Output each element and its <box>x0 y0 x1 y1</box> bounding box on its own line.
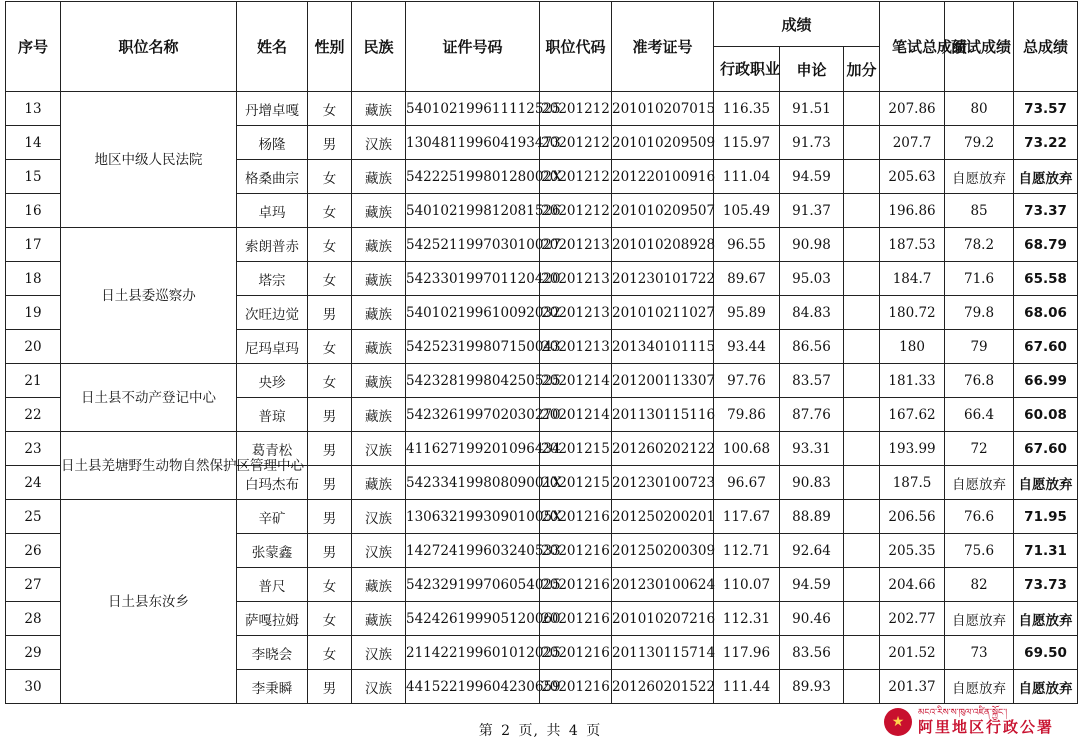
cell-bonus <box>844 432 880 466</box>
cell-admission-no: 201230100624 <box>612 568 714 602</box>
cell-ethnicity: 藏族 <box>352 194 406 228</box>
cell-id-number: 54222519980128002X <box>406 160 540 194</box>
header-ethnicity: 民族 <box>352 2 406 92</box>
cell-gender: 男 <box>308 500 352 534</box>
cell-written-total: 202.77 <box>880 602 945 636</box>
cell-gender: 女 <box>308 228 352 262</box>
cell-name: 普琼 <box>237 398 308 432</box>
cell-essay: 88.89 <box>780 500 844 534</box>
header-row-top <box>6 2 1078 47</box>
cell-admin-aptitude: 96.55 <box>714 228 780 262</box>
cell-bonus <box>844 670 880 704</box>
cell-final-total: 69.50 <box>1014 636 1078 670</box>
cell-seq: 22 <box>6 398 61 432</box>
cell-id-number: 540102199812081526 <box>406 194 540 228</box>
cell-interview: 80 <box>945 92 1014 126</box>
cell-interview: 76.6 <box>945 500 1014 534</box>
footer-page-unit: 页, <box>518 723 539 739</box>
cell-interview: 自愿放弃 <box>945 160 1014 194</box>
cell-seq: 28 <box>6 602 61 636</box>
cell-id-number: 542326199702030270 <box>406 398 540 432</box>
cell-admission-no: 201010207015 <box>612 92 714 126</box>
cell-ethnicity: 藏族 <box>352 364 406 398</box>
cell-name: 杨隆 <box>237 126 308 160</box>
cell-bonus <box>844 398 880 432</box>
cell-interview: 自愿放弃 <box>945 602 1014 636</box>
cell-admin-aptitude: 117.67 <box>714 500 780 534</box>
cell-id-number: 540102199610092032 <box>406 296 540 330</box>
cell-admission-no: 201200113307 <box>612 364 714 398</box>
cell-bonus <box>844 92 880 126</box>
cell-position-code: 20201214 <box>540 364 612 398</box>
cell-written-total: 187.53 <box>880 228 945 262</box>
cell-bonus <box>844 602 880 636</box>
cell-admin-aptitude: 111.04 <box>714 160 780 194</box>
cell-seq: 14 <box>6 126 61 160</box>
cell-final-total: 自愿放弃 <box>1014 160 1078 194</box>
cell-ethnicity: 汉族 <box>352 534 406 568</box>
cell-admin-aptitude: 89.67 <box>714 262 780 296</box>
cell-gender: 女 <box>308 364 352 398</box>
cell-position-code: 20201213 <box>540 330 612 364</box>
cell-id-number: 540102199611112525 <box>406 92 540 126</box>
cell-ethnicity: 汉族 <box>352 636 406 670</box>
footer-total-prefix: 共 <box>546 723 562 739</box>
cell-gender: 女 <box>308 602 352 636</box>
cell-ethnicity: 藏族 <box>352 296 406 330</box>
cell-essay: 86.56 <box>780 330 844 364</box>
cell-seq: 17 <box>6 228 61 262</box>
footer-page-number: 2 <box>501 723 512 739</box>
header-written-total: 笔试总成绩 <box>880 2 945 92</box>
header-bonus: 加分 <box>844 47 880 92</box>
cell-bonus <box>844 126 880 160</box>
cell-name: 普尺 <box>237 568 308 602</box>
cell-name: 次旺边觉 <box>237 296 308 330</box>
cell-seq: 18 <box>6 262 61 296</box>
cell-written-total: 205.35 <box>880 534 945 568</box>
cell-final-total: 68.06 <box>1014 296 1078 330</box>
footer-total-unit: 页 <box>586 723 602 739</box>
header-admission-no: 准考证号 <box>612 2 714 92</box>
cell-position-code: 20201212 <box>540 160 612 194</box>
cell-admin-aptitude: 111.44 <box>714 670 780 704</box>
cell-bonus <box>844 500 880 534</box>
cell-admission-no: 201130115714 <box>612 636 714 670</box>
cell-final-total: 67.60 <box>1014 432 1078 466</box>
cell-bonus <box>844 466 880 500</box>
header-essay: 申论 <box>780 47 844 92</box>
cell-position-code: 20201216 <box>540 534 612 568</box>
cell-final-total: 73.73 <box>1014 568 1078 602</box>
cell-final-total: 73.37 <box>1014 194 1078 228</box>
cell-position-code: 20201215 <box>540 432 612 466</box>
table-row <box>6 432 1078 466</box>
cell-final-total: 自愿放弃 <box>1014 466 1078 500</box>
cell-admin-aptitude: 95.89 <box>714 296 780 330</box>
cell-final-total: 自愿放弃 <box>1014 670 1078 704</box>
cell-essay: 94.59 <box>780 568 844 602</box>
cell-admission-no: 201260201522 <box>612 670 714 704</box>
cell-position-name: 日土县不动产登记中心 <box>61 364 237 432</box>
cell-essay: 89.93 <box>780 670 844 704</box>
cell-position-name: 地区中级人民法院 <box>61 92 237 228</box>
score-table-body <box>6 92 1078 704</box>
cell-name: 尼玛卓玛 <box>237 330 308 364</box>
cell-seq: 13 <box>6 92 61 126</box>
cell-ethnicity: 藏族 <box>352 92 406 126</box>
cell-essay: 87.76 <box>780 398 844 432</box>
cell-position-code: 20201216 <box>540 602 612 636</box>
cell-essay: 91.51 <box>780 92 844 126</box>
cell-ethnicity: 藏族 <box>352 398 406 432</box>
cell-admission-no: 201340101115 <box>612 330 714 364</box>
cell-seq: 24 <box>6 466 61 500</box>
cell-ethnicity: 藏族 <box>352 568 406 602</box>
table-row <box>6 228 1078 262</box>
cell-id-number: 142724199603240533 <box>406 534 540 568</box>
cell-interview: 85 <box>945 194 1014 228</box>
cell-essay: 95.03 <box>780 262 844 296</box>
cell-admission-no: 201260202122 <box>612 432 714 466</box>
cell-interview: 79.8 <box>945 296 1014 330</box>
cell-admin-aptitude: 115.97 <box>714 126 780 160</box>
cell-final-total: 65.58 <box>1014 262 1078 296</box>
cell-name: 索朗普赤 <box>237 228 308 262</box>
cell-name: 央珍 <box>237 364 308 398</box>
cell-essay: 90.46 <box>780 602 844 636</box>
cell-interview: 自愿放弃 <box>945 466 1014 500</box>
cell-final-total: 67.60 <box>1014 330 1078 364</box>
cell-name: 白玛杰布 <box>237 466 308 500</box>
header-admin-aptitude: 行政职业 <box>714 47 780 92</box>
cell-written-total: 204.66 <box>880 568 945 602</box>
cell-final-total: 71.31 <box>1014 534 1078 568</box>
cell-written-total: 205.63 <box>880 160 945 194</box>
footer-prefix: 第 <box>478 723 494 739</box>
cell-id-number: 542330199701120420 <box>406 262 540 296</box>
cell-written-total: 193.99 <box>880 432 945 466</box>
cell-interview: 75.6 <box>945 534 1014 568</box>
cell-gender: 女 <box>308 330 352 364</box>
cell-written-total: 180 <box>880 330 945 364</box>
cell-essay: 84.83 <box>780 296 844 330</box>
header-scores: 成绩 <box>714 2 880 47</box>
cell-admission-no: 201010209509 <box>612 126 714 160</box>
cell-written-total: 196.86 <box>880 194 945 228</box>
cell-position-code: 20201214 <box>540 398 612 432</box>
cell-written-total: 207.86 <box>880 92 945 126</box>
cell-final-total: 68.79 <box>1014 228 1078 262</box>
cell-essay: 92.64 <box>780 534 844 568</box>
cell-ethnicity: 藏族 <box>352 602 406 636</box>
cell-ethnicity: 汉族 <box>352 126 406 160</box>
cell-essay: 93.31 <box>780 432 844 466</box>
cell-id-number: 542426199905120060 <box>406 602 540 636</box>
cell-final-total: 73.57 <box>1014 92 1078 126</box>
cell-interview: 自愿放弃 <box>945 670 1014 704</box>
cell-admin-aptitude: 116.35 <box>714 92 780 126</box>
cell-seq: 23 <box>6 432 61 466</box>
cell-written-total: 187.5 <box>880 466 945 500</box>
cell-gender: 男 <box>308 670 352 704</box>
cell-bonus <box>844 228 880 262</box>
cell-bonus <box>844 568 880 602</box>
cell-id-number: 211422199601012025 <box>406 636 540 670</box>
cell-admission-no: 201250200201 <box>612 500 714 534</box>
cell-id-number: 441522199604230659 <box>406 670 540 704</box>
cell-ethnicity: 藏族 <box>352 228 406 262</box>
cell-position-code: 20201216 <box>540 568 612 602</box>
cell-essay: 90.83 <box>780 466 844 500</box>
cell-position-code: 20201216 <box>540 500 612 534</box>
cell-position-code: 20201213 <box>540 262 612 296</box>
cell-interview: 73 <box>945 636 1014 670</box>
cell-ethnicity: 藏族 <box>352 330 406 364</box>
cell-gender: 男 <box>308 534 352 568</box>
cell-final-total: 66.99 <box>1014 364 1078 398</box>
cell-position-name: 日土县羌塘野生动物自然保护区管理中心 <box>61 432 237 500</box>
cell-seq: 16 <box>6 194 61 228</box>
cell-admission-no: 201010211027 <box>612 296 714 330</box>
cell-admission-no: 201010207216 <box>612 602 714 636</box>
cell-gender: 女 <box>308 92 352 126</box>
cell-interview: 79.2 <box>945 126 1014 160</box>
cell-position-code: 20201216 <box>540 636 612 670</box>
cell-admission-no: 201230100723 <box>612 466 714 500</box>
cell-gender: 男 <box>308 126 352 160</box>
cell-written-total: 201.37 <box>880 670 945 704</box>
cell-name: 丹增卓嘎 <box>237 92 308 126</box>
cell-gender: 女 <box>308 194 352 228</box>
cell-ethnicity: 汉族 <box>352 670 406 704</box>
cell-interview: 76.8 <box>945 364 1014 398</box>
cell-interview: 79 <box>945 330 1014 364</box>
cell-interview: 66.4 <box>945 398 1014 432</box>
cell-admin-aptitude: 97.76 <box>714 364 780 398</box>
cell-interview: 72 <box>945 432 1014 466</box>
header-position-code: 职位代码 <box>540 2 612 92</box>
cell-position-code: 20201213 <box>540 296 612 330</box>
cell-gender: 男 <box>308 296 352 330</box>
cell-admin-aptitude: 112.71 <box>714 534 780 568</box>
cell-seq: 26 <box>6 534 61 568</box>
cell-final-total: 71.95 <box>1014 500 1078 534</box>
cell-admin-aptitude: 112.31 <box>714 602 780 636</box>
cell-admission-no: 201130115116 <box>612 398 714 432</box>
cell-gender: 男 <box>308 398 352 432</box>
national-emblem-icon: ★ <box>884 708 912 736</box>
cell-name: 李晓会 <box>237 636 308 670</box>
cell-name: 李秉瞬 <box>237 670 308 704</box>
cell-name: 辛矿 <box>237 500 308 534</box>
cell-gender: 女 <box>308 568 352 602</box>
cell-admin-aptitude: 96.67 <box>714 466 780 500</box>
cell-seq: 20 <box>6 330 61 364</box>
cell-position-code: 20201212 <box>540 194 612 228</box>
cell-final-total: 73.22 <box>1014 126 1078 160</box>
cell-written-total: 184.7 <box>880 262 945 296</box>
score-table <box>5 1 1078 704</box>
cell-id-number: 542521199703010027 <box>406 228 540 262</box>
cell-id-number: 542329199706054025 <box>406 568 540 602</box>
cell-essay: 83.56 <box>780 636 844 670</box>
cell-admission-no: 201220100916 <box>612 160 714 194</box>
cell-admission-no: 201010208928 <box>612 228 714 262</box>
cell-position-code: 20201213 <box>540 228 612 262</box>
cell-seq: 15 <box>6 160 61 194</box>
cell-ethnicity: 藏族 <box>352 262 406 296</box>
brand-tibetan: མངའ་རིས་ས་ཁུལ་འཛིན་སྐྱོང་། <box>918 708 1008 718</box>
header-final-total: 总成绩 <box>1014 2 1078 92</box>
cell-admin-aptitude: 110.07 <box>714 568 780 602</box>
cell-admin-aptitude: 117.96 <box>714 636 780 670</box>
cell-essay: 94.59 <box>780 160 844 194</box>
cell-position-code: 20201215 <box>540 466 612 500</box>
cell-gender: 女 <box>308 636 352 670</box>
table-row <box>6 500 1078 534</box>
cell-bonus <box>844 160 880 194</box>
cell-bonus <box>844 534 880 568</box>
cell-admin-aptitude: 105.49 <box>714 194 780 228</box>
cell-position-name: 日土县委巡察办 <box>61 228 237 364</box>
cell-id-number: 54233419980809001X <box>406 466 540 500</box>
cell-seq: 29 <box>6 636 61 670</box>
cell-bonus <box>844 330 880 364</box>
cell-name: 张蒙鑫 <box>237 534 308 568</box>
cell-admission-no: 201250200309 <box>612 534 714 568</box>
cell-id-number: 542328199804250525 <box>406 364 540 398</box>
cell-seq: 25 <box>6 500 61 534</box>
cell-seq: 30 <box>6 670 61 704</box>
cell-position-code: 20201212 <box>540 92 612 126</box>
cell-written-total: 201.52 <box>880 636 945 670</box>
cell-name: 葛青松 <box>237 432 308 466</box>
cell-name: 格桑曲宗 <box>237 160 308 194</box>
cell-name: 塔宗 <box>237 262 308 296</box>
table-row <box>6 364 1078 398</box>
cell-bonus <box>844 262 880 296</box>
cell-seq: 27 <box>6 568 61 602</box>
watermark-brand <box>884 703 1074 737</box>
cell-ethnicity: 藏族 <box>352 160 406 194</box>
cell-admin-aptitude: 79.86 <box>714 398 780 432</box>
cell-bonus <box>844 364 880 398</box>
cell-interview: 71.6 <box>945 262 1014 296</box>
cell-bonus <box>844 194 880 228</box>
header-position: 职位名称 <box>61 2 237 92</box>
header-seq: 序号 <box>6 2 61 92</box>
cell-id-number: 411627199201096434 <box>406 432 540 466</box>
header-gender: 性别 <box>308 2 352 92</box>
cell-essay: 90.98 <box>780 228 844 262</box>
cell-name: 卓玛 <box>237 194 308 228</box>
brand-name: 阿里地区行政公署 <box>918 718 1055 736</box>
cell-admission-no: 201010209507 <box>612 194 714 228</box>
table-row <box>6 92 1078 126</box>
cell-admin-aptitude: 100.68 <box>714 432 780 466</box>
cell-position-code: 20201212 <box>540 126 612 160</box>
cell-written-total: 167.62 <box>880 398 945 432</box>
cell-gender: 女 <box>308 160 352 194</box>
cell-ethnicity: 藏族 <box>352 466 406 500</box>
cell-final-total: 60.08 <box>1014 398 1078 432</box>
cell-seq: 19 <box>6 296 61 330</box>
cell-position-code: 20201216 <box>540 670 612 704</box>
cell-ethnicity: 汉族 <box>352 500 406 534</box>
cell-essay: 83.57 <box>780 364 844 398</box>
header-interview: 面试成绩 <box>945 2 1014 92</box>
cell-interview: 78.2 <box>945 228 1014 262</box>
cell-essay: 91.73 <box>780 126 844 160</box>
cell-seq: 21 <box>6 364 61 398</box>
header-id-number: 证件号码 <box>406 2 540 92</box>
cell-interview: 82 <box>945 568 1014 602</box>
cell-written-total: 206.56 <box>880 500 945 534</box>
cell-gender: 男 <box>308 432 352 466</box>
cell-bonus <box>844 296 880 330</box>
header-name: 姓名 <box>237 2 308 92</box>
cell-bonus <box>844 636 880 670</box>
cell-essay: 91.37 <box>780 194 844 228</box>
cell-name: 萨嘎拉姆 <box>237 602 308 636</box>
cell-position-name: 日土县东汝乡 <box>61 500 237 704</box>
cell-gender: 男 <box>308 466 352 500</box>
cell-gender: 女 <box>308 262 352 296</box>
cell-id-number: 542523199807150043 <box>406 330 540 364</box>
cell-admission-no: 201230101722 <box>612 262 714 296</box>
cell-written-total: 207.7 <box>880 126 945 160</box>
cell-written-total: 181.33 <box>880 364 945 398</box>
cell-final-total: 自愿放弃 <box>1014 602 1078 636</box>
cell-admin-aptitude: 93.44 <box>714 330 780 364</box>
cell-written-total: 180.72 <box>880 296 945 330</box>
footer-total-pages: 4 <box>568 723 579 739</box>
cell-ethnicity: 汉族 <box>352 432 406 466</box>
cell-id-number: 13063219930901005X <box>406 500 540 534</box>
cell-id-number: 130481199604193473 <box>406 126 540 160</box>
